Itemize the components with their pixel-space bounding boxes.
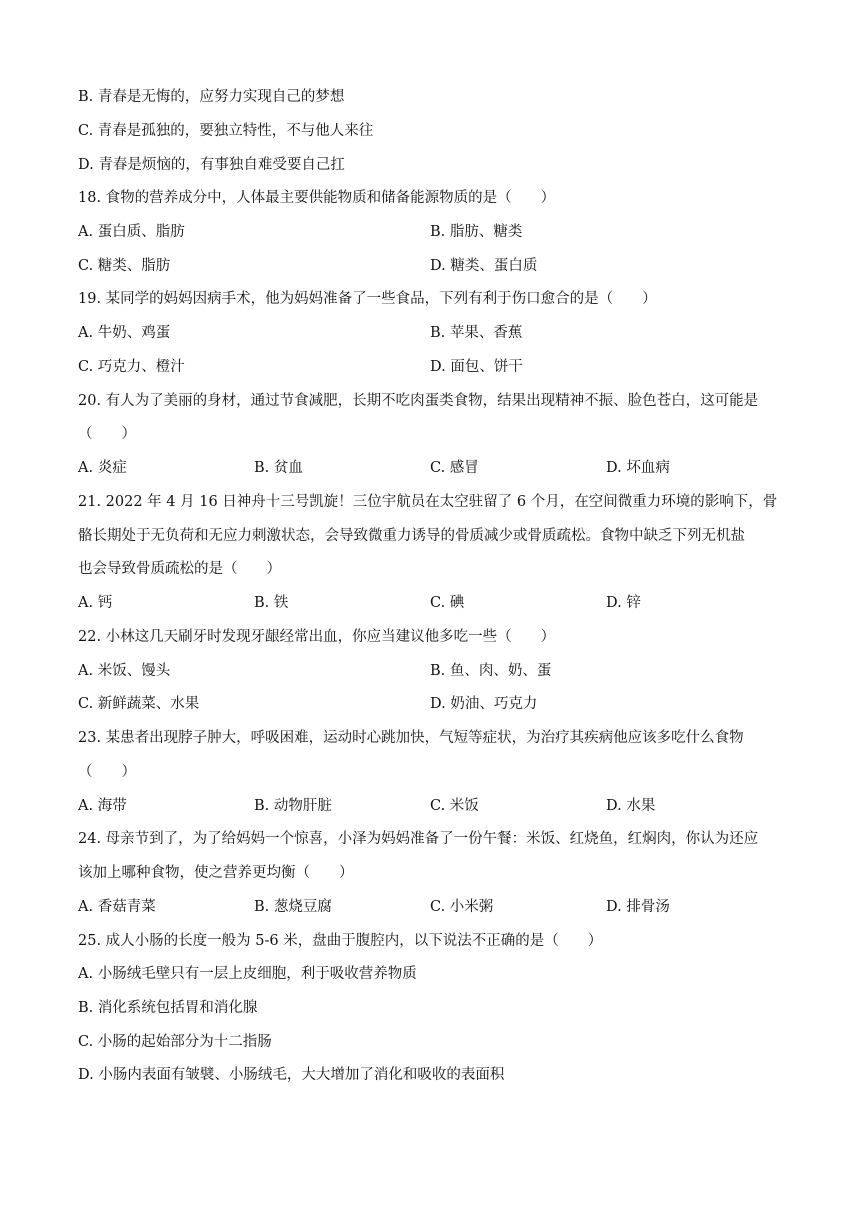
question-24-option-d: D. 排骨汤	[606, 899, 670, 915]
question-25-option-b: B. 消化系统包括胃和消化腺	[78, 1000, 258, 1016]
question-20-option-c: C. 感冒	[430, 460, 479, 476]
question-21-stem-line1: 21. 2022 年 4 月 16 日神舟十三号凯旋！三位宇航员在太空驻留了 6 个月，在空间微重力环境的影响下，骨	[78, 494, 778, 510]
question-19-option-c: C. 巧克力、橙汁	[78, 359, 185, 375]
question-23-stem-line2: （ ）	[78, 764, 136, 780]
question-20-option-b: B. 贫血	[254, 460, 303, 476]
question-21-stem-line3: 也会导致骨质疏松的是（ ）	[78, 561, 281, 577]
question-18-option-a: A. 蛋白质、脂肪	[78, 224, 185, 240]
question-18-stem: 18. 食物的营养成分中，人体最主要供能物质和储备能源物质的是（ ）	[78, 190, 556, 206]
question-22-option-d: D. 奶油、巧克力	[430, 696, 538, 712]
question-22-stem: 22. 小林这几天刷牙时发现牙龈经常出血，你应当建议他多吃一些（ ）	[78, 629, 556, 645]
question-23-option-c: C. 米饭	[430, 798, 479, 814]
carryover-option-c: C. 青春是孤独的，要独立特性，不与他人来往	[78, 123, 374, 139]
question-23-option-a: A. 海带	[78, 798, 127, 814]
question-20-stem-line2: （ ）	[78, 426, 136, 442]
question-20-option-d: D. 坏血病	[606, 460, 670, 476]
question-19-stem: 19. 某同学的妈妈因病手术，他为妈妈准备了一些食品，下列有利于伤口愈合的是（ ）	[78, 291, 657, 307]
question-24-stem-line2: 该加上哪种食物，使之营养更均衡（ ）	[78, 865, 354, 881]
question-24-option-c: C. 小米粥	[430, 899, 494, 915]
question-24-option-a: A. 香菇青菜	[78, 899, 156, 915]
question-22-option-b: B. 鱼、肉、奶、蛋	[430, 663, 552, 679]
question-21-stem-line2: 骼长期处于无负荷和无应力刺激状态，会导致微重力诱导的骨质减少或骨质疏松。食物中缺乏下列无机盐	[78, 528, 745, 544]
carryover-option-b: B. 青春是无悔的，应努力实现自己的梦想	[78, 89, 345, 105]
question-21-option-d: D. 锌	[606, 595, 641, 611]
question-21-option-a: A. 钙	[78, 595, 113, 611]
question-24-option-b: B. 葱烧豆腐	[254, 899, 332, 915]
question-24-stem-line1: 24. 母亲节到了，为了给妈妈一个惊喜，小泽为妈妈准备了一份午餐：米饭、红烧鱼，红焖肉，你认为还应	[78, 831, 759, 847]
question-21-option-b: B. 铁	[254, 595, 289, 611]
question-22-option-c: C. 新鲜蔬菜、水果	[78, 696, 200, 712]
question-23-stem-line1: 23. 某患者出现脖子肿大，呼吸困难，运动时心跳加快，气短等症状，为治疗其疾病他应该多吃什么食物	[78, 730, 744, 746]
question-18-option-b: B. 脂肪、糖类	[430, 224, 523, 240]
question-22-option-a: A. 米饭、馒头	[78, 663, 171, 679]
question-23-option-b: B. 动物肝脏	[254, 798, 332, 814]
question-23-option-d: D. 水果	[606, 798, 656, 814]
question-18-option-d: D. 糖类、蛋白质	[430, 258, 538, 274]
question-25-option-a: A. 小肠绒毛壁只有一层上皮细胞，利于吸收营养物质	[78, 966, 417, 982]
question-25-option-d: D. 小肠内表面有皱襞、小肠绒毛，大大增加了消化和吸收的表面积	[78, 1067, 505, 1083]
carryover-option-d: D. 青春是烦恼的，有事独自难受要自己扛	[78, 157, 345, 173]
question-19-option-b: B. 苹果、香蕉	[430, 325, 523, 341]
question-20-option-a: A. 炎症	[78, 460, 127, 476]
question-21-option-c: C. 碘	[430, 595, 465, 611]
question-25-option-c: C. 小肠的起始部分为十二指肠	[78, 1034, 272, 1050]
question-19-option-a: A. 牛奶、鸡蛋	[78, 325, 171, 341]
question-18-option-c: C. 糖类、脂肪	[78, 258, 171, 274]
question-25-stem: 25. 成人小肠的长度一般为 5-6 米，盘曲于腹腔内，以下说法不正确的是（ ）	[78, 933, 603, 949]
question-19-option-d: D. 面包、饼干	[430, 359, 523, 375]
question-20-stem-line1: 20. 有人为了美丽的身材，通过节食减肥，长期不吃肉蛋类食物，结果出现精神不振、脸色苍白，这可能是	[78, 393, 759, 409]
